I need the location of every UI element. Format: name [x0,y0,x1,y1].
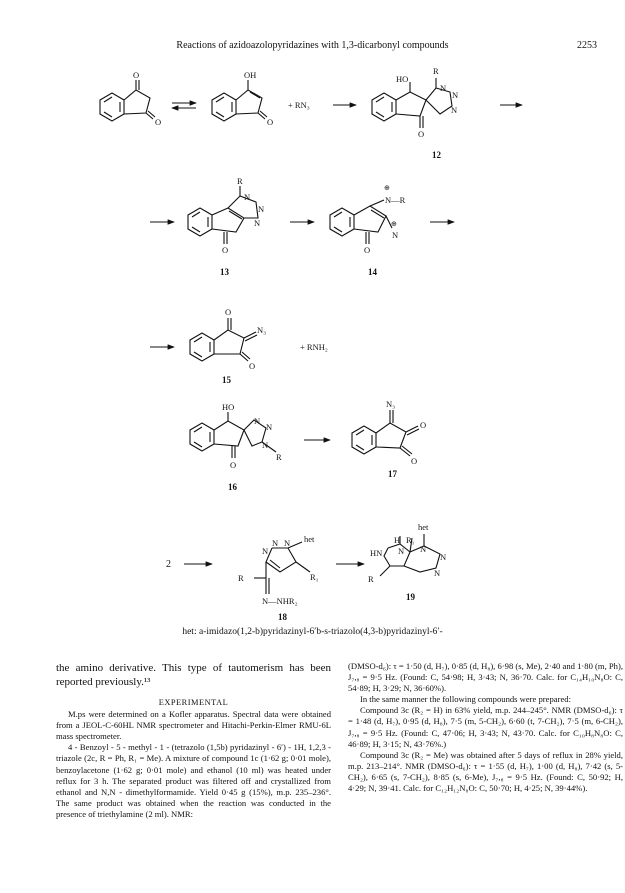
compound-label-15: 15 [222,375,231,385]
atom-o: O [420,420,427,430]
compound-number-2: 2 [166,559,171,570]
atom-n: N [258,204,265,214]
atom-n: N [434,568,441,578]
structure-19 [368,522,446,584]
atom-het: het [418,522,429,532]
compound-label-13: 13 [220,267,229,277]
atom-n3: N₃ [386,399,396,409]
paragraph-compound-3c-me: Compound 3c (R₂ = Me) was obtained after 5 days of reflux in 28% yield, m.p. 213–214°. NMR (DMSO-d₆): τ = 1·55 (d, H₇), 1·00 (d, H₈), 7·42 (s, 5-CH₂), 6·65 (s, 7-CH₂), 8·85 (s, 6-Me), J₇,₈ = 9·5 Hz. (Found: C, 50·92; H, 4·29; N, 39·41. Calc. for C₁₂H₁₂N₈O: C, 50·70; H, 4·25; N, 39·44%). [348,749,623,794]
atom-n-nhr2: N—NHR₂ [262,596,298,606]
atom-n: N [254,218,261,228]
atom-o: O [267,117,274,127]
atom-n: N [284,538,291,548]
atom-o: O [418,129,425,139]
atom-r: R [276,452,282,462]
left-column [56,661,331,820]
atom-n: N [440,552,447,562]
atom-r: R [238,573,244,583]
atom-n: N [272,538,279,548]
compound-label-19: 19 [406,592,415,602]
equilibrium-arrows [172,103,196,108]
compound-label-14: 14 [368,267,377,277]
paragraph-nmr-data: (DMSO-d₆): τ = 1·50 (d, H₇), 0·85 (d, H₈), 6·98 (s, Me), 2·40 and 1·80 (m, Ph), J₇,₈ = 9·5 Hz. (Found: C, 54·98; H, 3·43; N, 36·70. Calc. for C₁₄H₁₀N₈O: C, 54·89; H, 3·29; N, 36·60%). [348,661,623,694]
atom-n: N [420,544,427,554]
paragraph-compound-3c-h: Compound 3c (R₂ = H) in 63% yield, m.p. 244–245°. NMR (DMSO-d₆): τ = 1·48 (d, H₇), 0·95 (d, H₈), 7·5 (m, 5-CH₂), 6·60 (t, 7-CH₂), 7·5 (m, 6-CH₂), J₇,₈ = 9·5 Hz. (Found: C, 47·06; H, 3·43; N, 43·70. Calc. for C₁₀H₈N₈O: C, 46·89; H, 3·15; N, 43·76%.) [348,705,623,749]
atom-o: O [230,460,237,470]
right-column [348,661,623,794]
section-heading-experimental: EXPERIMENTAL [158,698,229,707]
atom-o: O [155,117,162,127]
atom-r: R [237,176,243,186]
atom-hn: HN [370,548,383,558]
atom-n: N [451,105,458,115]
atom-n: N [452,90,459,100]
compound-label-12: 12 [432,150,441,160]
atom-r: R [433,66,439,76]
atom-n: N [440,83,447,93]
atom-n: N [398,546,405,556]
atom-plus-charge: ⊕ [391,220,397,228]
structure-18 [238,534,319,606]
atom-r1: R₁ [406,535,415,545]
structure-12 [372,66,458,139]
atom-ho: HO [222,402,235,412]
structure-indandione [100,70,161,127]
structure-17 [352,399,426,466]
lead-paragraph: the amino derivative. This type of tautomerism has been reported previously.¹³ [56,662,331,688]
atom-n: N [262,440,269,450]
reagent-rnh2: + RNH₂ [300,342,328,352]
atom-n2: N [392,230,399,240]
structure-14 [330,184,406,255]
atom-r1: R₁ [310,572,319,582]
compound-label-18: 18 [278,612,287,622]
atom-o: O [225,307,232,317]
paragraph-apparatus: M.ps were determined on a Kofler apparatus. Spectral data were obtained from a JEOL-C-60HL NMR spectrometer and Hitachi-Perkin-Elmer RMU-6L mass spectrometer. [56,709,331,742]
atom-h: H [394,535,401,545]
atom-o: O [222,245,229,255]
atom-n-r: N—R [385,195,406,205]
atom-n: N [254,416,261,426]
structure-15 [190,307,266,371]
compound-label-16: 16 [228,482,237,492]
atom-n: N [262,546,269,556]
atom-o: O [364,245,371,255]
atom-oh: OH [244,70,257,80]
structure-16 [190,402,282,470]
reagent-rn3: + RN₃ [288,100,310,110]
running-title: Reactions of azidoazolopyridazines with 1,3-dicarbonyl compounds [176,40,449,51]
atom-o: O [411,456,418,466]
compound-label-17: 17 [388,469,397,479]
structure-13 [188,176,264,255]
atom-n: N [266,422,273,432]
atom-het: het [304,534,315,544]
paragraph-compound-2c: 4 - Benzoyl - 5 - methyl - 1 - (tetrazolo (1,5b) pyridazinyl - 6′) - 1H, 1,2,3 - triazole (2c, R = Ph, R₁ = Me). A mixture of compound 1c (1·62 g; 0·01 mole), benzoylacetone (1·62 g; 0·01 mole) and ethanol (10 ml) was heated under reflux for 3 h. The separated product was filtered off and crystallized from ethanol and N,N - dimethylformamide. Yield 0·45 g (15%), m.p. 235–236°. The same product was obtained when the reaction was conducted in the presence of triethylamine (2 ml). NMR: [56,742,331,819]
page-number: 2253 [577,40,597,51]
atom-ho: HO [396,74,409,84]
atom-r: R [368,574,374,584]
atom-o: O [133,70,140,80]
paragraph-prepared: In the same manner the following compounds were prepared: [360,694,571,705]
atom-n3: N₃ [257,325,267,335]
atom-n: N [244,192,251,202]
het-caption: het: a-imidazo(1,2-b)pyridazinyl-6′b-s-triazolo(4,3-b)pyridazinyl-6′- [182,627,443,637]
atom-o: O [249,361,256,371]
structure-enol [212,70,273,127]
atom-plus-charge: ⊕ [384,184,390,192]
